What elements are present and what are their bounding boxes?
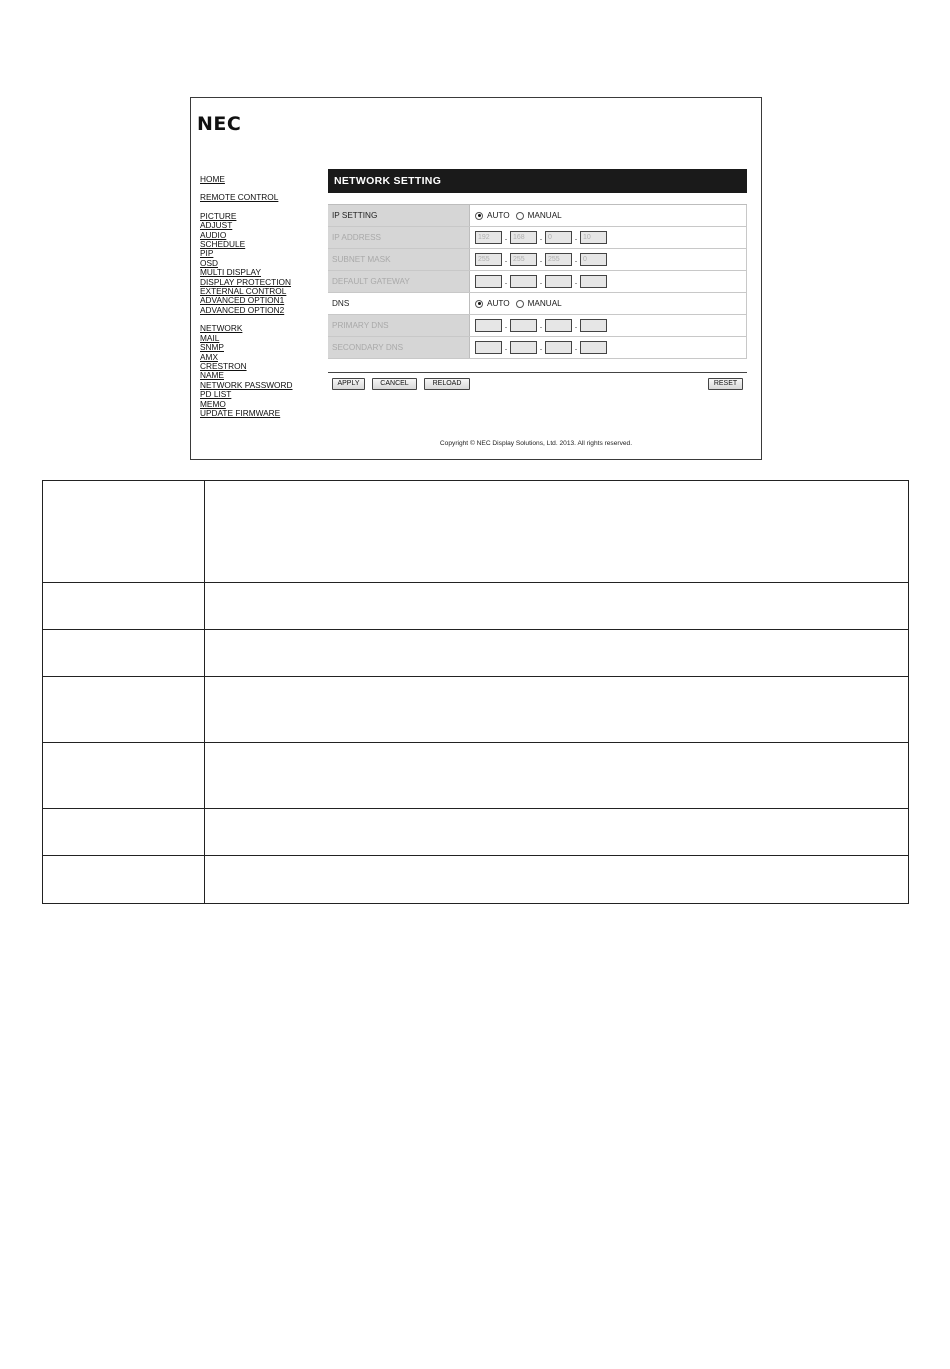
default-gateway-octet-1[interactable] xyxy=(475,275,502,288)
description-table xyxy=(42,480,909,904)
sidebar-item-external-control[interactable]: EXTERNAL CONTROL xyxy=(200,286,287,297)
table-row xyxy=(43,630,909,677)
sidebar-item-pd-list[interactable]: PD LIST xyxy=(200,389,232,400)
button-bar xyxy=(328,378,747,392)
ip-setting-auto-label: AUTO xyxy=(487,211,510,220)
subnet-mask-octet-1[interactable]: 255 xyxy=(475,253,502,266)
secondary-dns-label: SECONDARY DNS xyxy=(328,337,470,358)
primary-dns-octet-1[interactable] xyxy=(475,319,502,332)
network-form xyxy=(328,204,747,359)
sidebar-item-audio[interactable]: AUDIO xyxy=(200,229,227,240)
page-title: NETWORK SETTING xyxy=(328,169,747,193)
reload-button[interactable]: RELOAD xyxy=(424,378,470,390)
secondary-dns-octet-4[interactable] xyxy=(580,341,607,354)
default-gateway-octet-2[interactable] xyxy=(510,275,537,288)
sidebar-item-amx[interactable]: AMX xyxy=(200,351,218,362)
subnet-mask-label: SUBNET MASK xyxy=(328,249,470,270)
dns-auto-label: AUTO xyxy=(487,299,510,308)
table-row xyxy=(43,809,909,856)
sidebar-item-mail[interactable]: MAIL xyxy=(200,332,220,343)
subnet-mask-octet-2[interactable]: 255 xyxy=(510,253,537,266)
copyright-text: Copyright © NEC Display Solutions, Ltd. 2013. All rights reserved. xyxy=(439,440,633,447)
apply-button[interactable]: APPLY xyxy=(332,378,365,390)
ip-address-octet-2[interactable]: 168 xyxy=(510,231,537,244)
sidebar-item-adjust[interactable]: ADJUST xyxy=(200,220,233,231)
ip-address-octet-4[interactable]: 10 xyxy=(580,231,607,244)
table-row xyxy=(43,481,909,583)
default-gateway-row: DEFAULT GATEWAY . . . xyxy=(328,271,747,293)
sidebar-item-multi-display[interactable]: MULTI DISPLAY xyxy=(200,267,262,278)
divider xyxy=(328,372,747,374)
sidebar-item-memo[interactable]: MEMO xyxy=(200,398,226,409)
ip-setting-label: IP SETTING xyxy=(328,205,470,226)
sidebar-item-advanced-option2[interactable]: ADVANCED OPTION2 xyxy=(200,304,285,315)
sidebar-item-picture[interactable]: PICTURE xyxy=(200,210,237,221)
ip-setting-auto-radio[interactable] xyxy=(475,212,483,220)
sidebar-item-snmp[interactable]: SNMP xyxy=(200,342,224,353)
nec-logo: NEC xyxy=(197,113,242,135)
dns-label: DNS xyxy=(328,293,470,314)
default-gateway-label: DEFAULT GATEWAY xyxy=(328,271,470,292)
network-setting-screenshot xyxy=(190,97,762,460)
primary-dns-row: PRIMARY DNS . . . xyxy=(328,315,747,337)
network-setting-panel xyxy=(328,169,747,392)
ip-setting-row xyxy=(328,205,747,227)
sidebar-item-network-password[interactable]: NETWORK PASSWORD xyxy=(200,379,293,390)
primary-dns-label: PRIMARY DNS xyxy=(328,315,470,336)
ip-address-label: IP ADDRESS xyxy=(328,227,470,248)
sidebar-item-name[interactable]: NAME xyxy=(200,370,224,381)
ip-address-octet-1[interactable]: 192 xyxy=(475,231,502,244)
ip-address-row: IP ADDRESS 192 . 168 . 0 . 10 xyxy=(328,227,747,249)
sidebar-item-update-firmware[interactable]: UPDATE FIRMWARE xyxy=(200,407,281,418)
secondary-dns-octet-3[interactable] xyxy=(545,341,572,354)
sidebar-nav xyxy=(200,175,310,418)
sidebar-item-advanced-option1[interactable]: ADVANCED OPTION1 xyxy=(200,295,285,306)
sidebar-item-osd[interactable]: OSD xyxy=(200,257,218,268)
table-row xyxy=(43,677,909,743)
sidebar-item-schedule[interactable]: SCHEDULE xyxy=(200,239,246,250)
dns-row xyxy=(328,293,747,315)
ip-setting-manual-radio[interactable] xyxy=(516,212,524,220)
default-gateway-octet-3[interactable] xyxy=(545,275,572,288)
ip-setting-manual-label: MANUAL xyxy=(527,211,562,220)
table-row xyxy=(43,743,909,809)
secondary-dns-octet-1[interactable] xyxy=(475,341,502,354)
primary-dns-octet-4[interactable] xyxy=(580,319,607,332)
dns-manual-label: MANUAL xyxy=(527,299,562,308)
secondary-dns-octet-2[interactable] xyxy=(510,341,537,354)
subnet-mask-row: SUBNET MASK 255 . 255 . 255 . 0 xyxy=(328,249,747,271)
subnet-mask-octet-4[interactable]: 0 xyxy=(580,253,607,266)
secondary-dns-row: SECONDARY DNS . . . xyxy=(328,337,747,359)
cancel-button[interactable]: CANCEL xyxy=(372,378,417,390)
primary-dns-octet-3[interactable] xyxy=(545,319,572,332)
reset-button[interactable]: RESET xyxy=(708,378,743,390)
default-gateway-octet-4[interactable] xyxy=(580,275,607,288)
table-row xyxy=(43,856,909,904)
sidebar-item-pip[interactable]: PIP xyxy=(200,248,214,259)
table-row xyxy=(43,583,909,630)
sidebar-item-home[interactable]: HOME xyxy=(200,174,225,184)
dns-auto-radio[interactable] xyxy=(475,300,483,308)
sidebar-item-display-protection[interactable]: DISPLAY PROTECTION xyxy=(200,276,291,287)
ip-address-octet-3[interactable]: 0 xyxy=(545,231,572,244)
subnet-mask-octet-3[interactable]: 255 xyxy=(545,253,572,266)
sidebar-item-crestron[interactable]: CRESTRON xyxy=(200,360,247,371)
sidebar-item-remote-control[interactable]: REMOTE CONTROL xyxy=(200,192,279,203)
primary-dns-octet-2[interactable] xyxy=(510,319,537,332)
sidebar-item-network[interactable]: NETWORK xyxy=(200,323,243,334)
dns-manual-radio[interactable] xyxy=(516,300,524,308)
